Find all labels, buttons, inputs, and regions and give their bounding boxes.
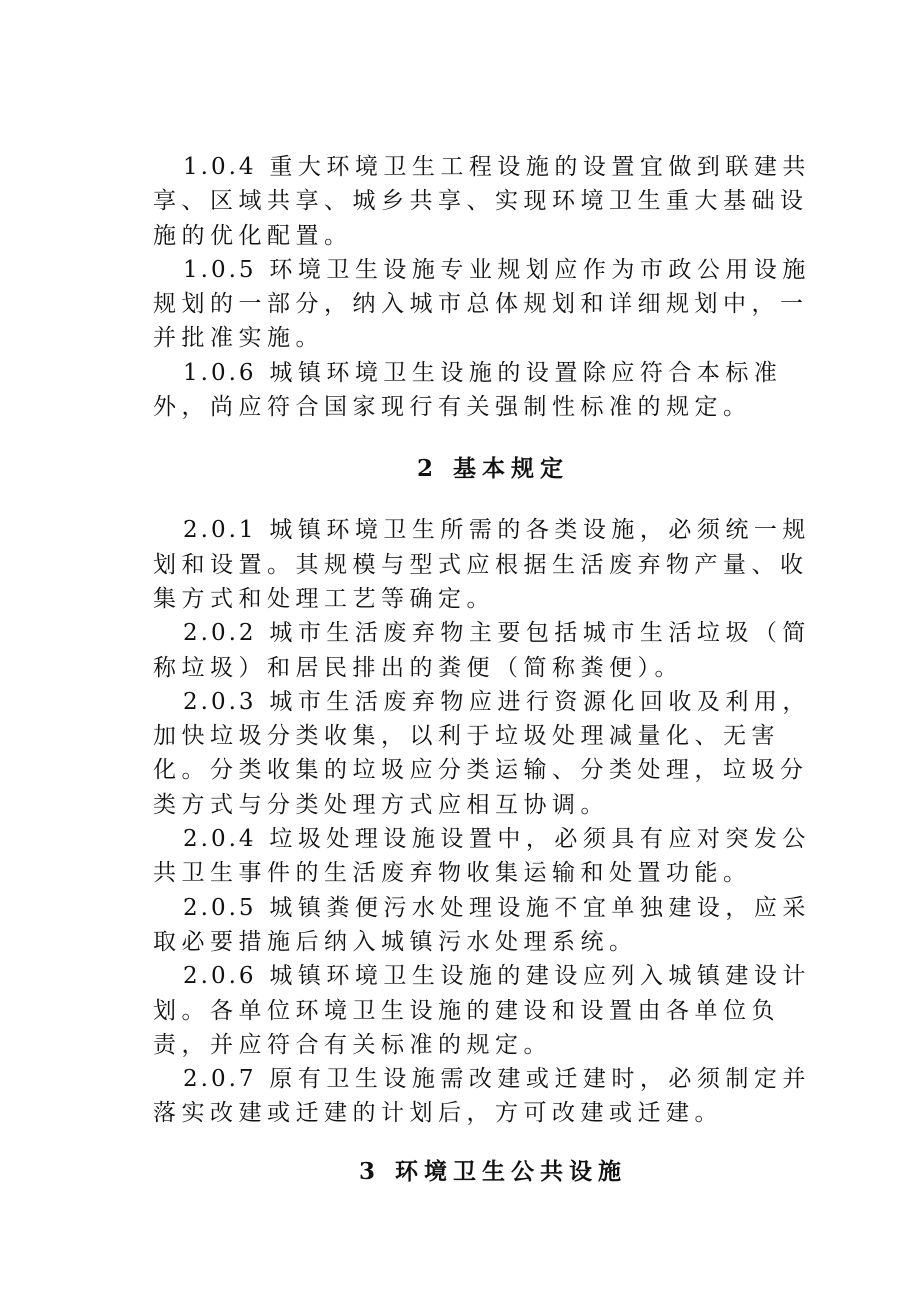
clause-number: 1.0.6 <box>183 359 257 386</box>
clause-2-0-1 <box>153 513 833 616</box>
clause-number: 1.0.5 <box>183 256 257 283</box>
clause-number: 2.0.5 <box>183 894 257 921</box>
clause-1-0-5 <box>153 253 833 356</box>
clause-text: 重大环境卫生工程设施的设置宜做到联建共享、区域共享、城乡共享、实现环境卫生重大基础设施的优化配置。 <box>153 154 811 249</box>
clause-text: 城镇环境卫生所需的各类设施，必须统一规划和设置。其规模与型式应根据生活废弃物产量、收集方式和处理工艺等确定。 <box>153 517 811 612</box>
clause-1-0-4 <box>153 150 833 253</box>
clause-text: 垃圾处理设施设置中，必须具有应对突发公共卫生事件的生活废弃物收集运输和处置功能。 <box>153 826 811 887</box>
clause-text: 城镇粪便污水处理设施不宜单独建设，应采取必要措施后纳入城镇污水处理系统。 <box>153 894 811 955</box>
clause-2-0-4 <box>153 822 833 891</box>
clause-2-0-7 <box>153 1062 833 1131</box>
clause-text: 环境卫生设施专业规划应作为市政公用设施规划的一部分，纳入城市总体规划和详细规划中，一并批准实施。 <box>153 256 811 352</box>
clause-1-0-6 <box>153 356 833 425</box>
clause-2-0-5 <box>153 891 833 960</box>
clause-number: 2.0.4 <box>183 826 257 853</box>
clause-text: 城市生活废弃物主要包括城市生活垃圾（简称垃圾）和居民排出的粪便（简称粪便）。 <box>153 620 811 681</box>
clause-number: 2.0.2 <box>183 620 257 647</box>
clause-number: 2.0.7 <box>183 1066 257 1093</box>
clause-number: 1.0.4 <box>183 154 257 180</box>
clause-number: 2.0.6 <box>183 963 257 990</box>
clause-text: 城镇环境卫生设施的设置除应符合本标准外，尚应符合国家现行有关强制性标准的规定。 <box>153 359 783 421</box>
clause-text: 城镇环境卫生设施的建设应列入城镇建设计划。各单位环境卫生设施的建设和设置由各单位负责，并应符合有关标准的规定。 <box>153 963 811 1058</box>
section-heading-basic-provisions: 2 基本规定 <box>416 455 569 483</box>
clause-2-0-6 <box>153 959 833 1062</box>
document-body <box>153 150 833 1189</box>
clause-text: 城市生活废弃物应进行资源化回收及利用，加快垃圾分类收集，以利于垃圾处理减量化、无害化。分类收集的垃圾应分类运输、分类处理，垃圾分类方式与分类处理方式应相互协调。 <box>153 688 811 818</box>
clause-2-0-3 <box>153 685 833 822</box>
section-heading-public-facilities: 3 环境卫生公共设施 <box>358 1157 627 1185</box>
clause-text: 原有卫生设施需改建或迁建时，必须制定并落实改建或迁建的计划后，方可改建或迁建。 <box>153 1066 811 1127</box>
clause-number: 2.0.3 <box>183 688 257 715</box>
clause-2-0-2 <box>153 616 833 685</box>
clause-number: 2.0.1 <box>183 517 257 544</box>
